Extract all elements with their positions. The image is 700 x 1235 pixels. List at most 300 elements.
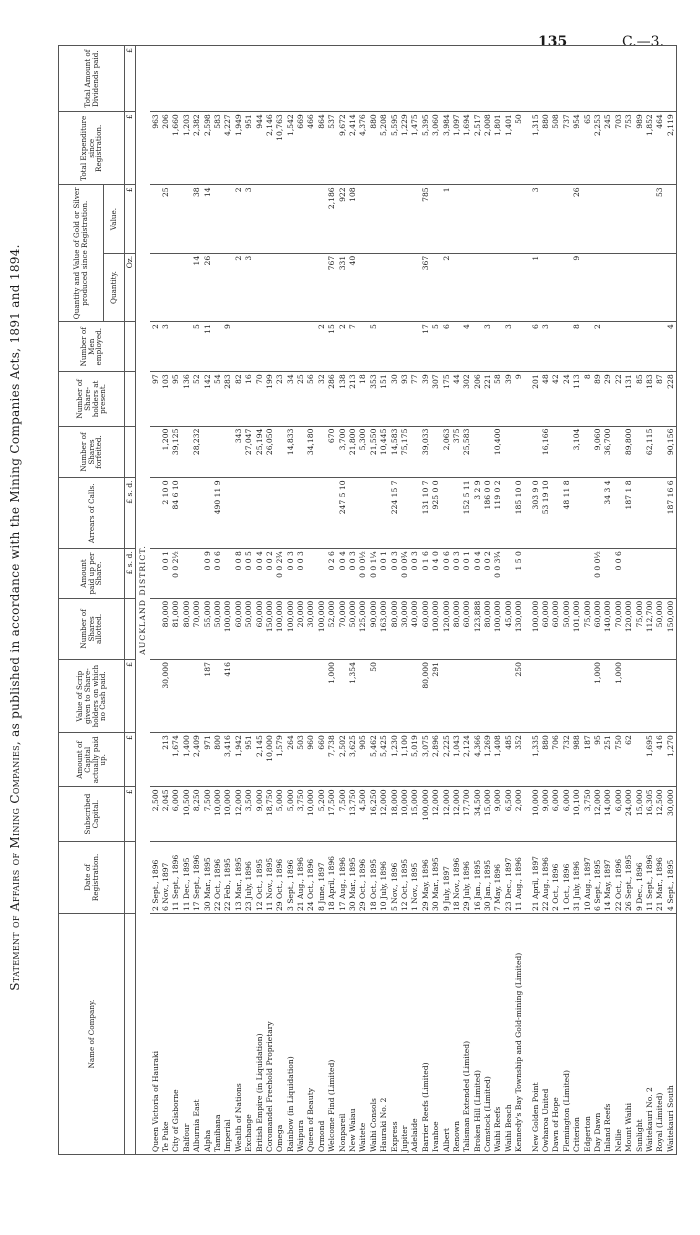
shares-forfeited: 90,156 bbox=[666, 426, 677, 478]
registration-date: 24 Oct., 1896 bbox=[306, 841, 316, 913]
gold-quantity bbox=[431, 253, 441, 321]
arrears-of-calls: 187 16 6 bbox=[666, 478, 677, 549]
paid-per-share: 1 5 0 bbox=[514, 549, 524, 599]
men-employed bbox=[655, 322, 665, 372]
shares-forfeited bbox=[634, 426, 644, 478]
table-row bbox=[473, 46, 483, 1155]
paid-per-share: 0 0 8 bbox=[234, 549, 244, 599]
scrip-value bbox=[572, 660, 582, 733]
total-expenditure: 880 bbox=[369, 112, 379, 185]
scrip-value bbox=[473, 660, 483, 733]
shareholders: 131 bbox=[624, 372, 634, 426]
men-employed bbox=[285, 322, 295, 372]
shares-forfeited bbox=[530, 426, 540, 478]
shares-allotted: 60,000 bbox=[462, 598, 472, 659]
dividends-paid bbox=[369, 46, 379, 112]
shares-allotted: 100,000 bbox=[285, 598, 295, 659]
shares-forfeited: 375 bbox=[452, 426, 462, 478]
table-row bbox=[296, 46, 306, 1155]
capital-paid: 1,674 bbox=[171, 733, 181, 787]
men-employed: 7 bbox=[348, 322, 358, 372]
capital-paid: 7,738 bbox=[327, 733, 337, 787]
col-holders: Number of Share-holders at present. bbox=[59, 372, 125, 426]
men-employed bbox=[551, 322, 561, 372]
subscribed-capital: 3,750 bbox=[582, 787, 592, 841]
shareholders: 23 bbox=[275, 372, 285, 426]
dividends-paid bbox=[593, 46, 603, 112]
scrip-value bbox=[389, 660, 399, 733]
paid-per-share: 0 0 1¼ bbox=[369, 549, 379, 599]
paid-per-share: 0 0 3 bbox=[285, 549, 295, 599]
capital-paid: 95 bbox=[593, 733, 603, 787]
gold-quantity bbox=[551, 253, 561, 321]
capital-paid: 960 bbox=[306, 733, 316, 787]
gold-value bbox=[462, 185, 472, 253]
scrip-value bbox=[400, 660, 410, 733]
gold-value bbox=[254, 185, 264, 253]
title-prefix: Statement of Affairs of Mining Companies, bbox=[8, 741, 22, 991]
shares-allotted: 140,000 bbox=[603, 598, 613, 659]
total-expenditure: 703 bbox=[614, 112, 624, 185]
men-employed: 6 bbox=[441, 322, 451, 372]
company-name: Hauraki No. 2 bbox=[379, 914, 389, 1155]
arrears-of-calls bbox=[306, 478, 316, 549]
men-employed: 2 bbox=[317, 322, 327, 372]
registration-date: 7 May, 1896 bbox=[493, 841, 503, 913]
arrears-of-calls bbox=[634, 478, 644, 549]
shares-allotted: 55,000 bbox=[202, 598, 212, 659]
paid-per-share bbox=[150, 549, 160, 599]
gold-value bbox=[624, 185, 634, 253]
capital-paid: 1,400 bbox=[182, 733, 192, 787]
shares-allotted: 70,000 bbox=[192, 598, 202, 659]
arrears-of-calls bbox=[645, 478, 655, 549]
registration-date: 26 Sept., 1895 bbox=[624, 841, 634, 913]
registration-date: 23 Dec., 1897 bbox=[504, 841, 514, 913]
table-row bbox=[192, 46, 202, 1155]
gold-value bbox=[493, 185, 503, 253]
gold-quantity: 2 bbox=[234, 253, 244, 321]
scrip-value: 1,000 bbox=[593, 660, 603, 733]
arrears-of-calls: 186 0 0 bbox=[483, 478, 493, 549]
shares-forfeited: 36,700 bbox=[603, 426, 613, 478]
shares-allotted: 30,000 bbox=[400, 598, 410, 659]
capital-paid: 1,270 bbox=[666, 733, 677, 787]
gold-quantity: 9 bbox=[572, 253, 582, 321]
unit-paid: £ bbox=[125, 733, 136, 787]
table-row bbox=[421, 46, 431, 1155]
subscribed-capital: 17,500 bbox=[327, 787, 337, 841]
paid-per-share: 0 2 6 bbox=[327, 549, 337, 599]
registration-date: 31 July, 1896 bbox=[572, 841, 582, 913]
scrip-value bbox=[254, 660, 264, 733]
paid-per-share: 0 0 3 bbox=[348, 549, 358, 599]
dividends-paid bbox=[213, 46, 223, 112]
shareholders: 113 bbox=[572, 372, 582, 426]
subscribed-capital: 10,500 bbox=[182, 787, 192, 841]
men-employed: 15 bbox=[327, 322, 337, 372]
capital-paid bbox=[634, 733, 644, 787]
company-name: Waitekauri South bbox=[666, 914, 677, 1155]
company-name: Flemington (Limited) bbox=[562, 914, 572, 1155]
gold-value bbox=[410, 185, 420, 253]
total-expenditure: 245 bbox=[603, 112, 613, 185]
shareholders: 93 bbox=[400, 372, 410, 426]
gold-value bbox=[593, 185, 603, 253]
shares-allotted: 112,700 bbox=[645, 598, 655, 659]
shareholders: 175 bbox=[441, 372, 451, 426]
shares-forfeited: 343 bbox=[234, 426, 244, 478]
table-title bbox=[8, 0, 22, 1235]
units-row bbox=[125, 46, 136, 1155]
company-name: Waitete bbox=[358, 914, 368, 1155]
company-name: Broken Hill (Limited) bbox=[473, 914, 483, 1155]
gold-quantity bbox=[493, 253, 503, 321]
table-row bbox=[593, 46, 603, 1155]
capital-paid: 5,019 bbox=[410, 733, 420, 787]
arrears-of-calls: 185 10 0 bbox=[514, 478, 524, 549]
total-expenditure: 5,208 bbox=[379, 112, 389, 185]
dividends-paid bbox=[182, 46, 192, 112]
capital-paid: 62 bbox=[624, 733, 634, 787]
table-row bbox=[389, 46, 399, 1155]
shares-allotted: 80,000 bbox=[182, 598, 192, 659]
paid-per-share: 0 0 9 bbox=[202, 549, 212, 599]
company-name: Albert bbox=[441, 914, 451, 1155]
subscribed-capital: 2,500 bbox=[150, 787, 160, 841]
gold-value: 53 bbox=[655, 185, 665, 253]
shareholders: 48 bbox=[541, 372, 551, 426]
table-row bbox=[244, 46, 254, 1155]
gold-value bbox=[379, 185, 389, 253]
gold-value bbox=[645, 185, 655, 253]
capital-paid: 3,416 bbox=[223, 733, 233, 787]
scrip-value bbox=[624, 660, 634, 733]
shares-forfeited bbox=[223, 426, 233, 478]
subscribed-capital: 9,000 bbox=[254, 787, 264, 841]
total-expenditure: 10,763 bbox=[275, 112, 285, 185]
company-name: Inland Reefs bbox=[603, 914, 613, 1155]
gold-quantity bbox=[306, 253, 316, 321]
company-name: Barrier Reefs (Limited) bbox=[421, 914, 431, 1155]
men-employed bbox=[400, 322, 410, 372]
table-row bbox=[603, 46, 613, 1155]
dividends-paid bbox=[666, 46, 677, 112]
shareholders: 89 bbox=[593, 372, 603, 426]
subscribed-capital: 9,000 bbox=[541, 787, 551, 841]
shareholders: 221 bbox=[483, 372, 493, 426]
men-employed: 4 bbox=[666, 322, 677, 372]
capital-paid: 706 bbox=[551, 733, 561, 787]
shareholders: 70 bbox=[254, 372, 264, 426]
company-name: Coromandel Freehold Proprietary bbox=[265, 914, 275, 1155]
table-row bbox=[562, 46, 572, 1155]
company-name: Adelaide bbox=[410, 914, 420, 1155]
shares-allotted: 90,000 bbox=[369, 598, 379, 659]
scrip-value bbox=[441, 660, 451, 733]
shareholders: 138 bbox=[337, 372, 347, 426]
total-expenditure: 1,542 bbox=[285, 112, 295, 185]
table-row bbox=[182, 46, 192, 1155]
shares-allotted: 150,000 bbox=[265, 598, 275, 659]
shares-forfeited: 34,180 bbox=[306, 426, 316, 478]
subscribed-capital: 12,000 bbox=[234, 787, 244, 841]
capital-paid: 503 bbox=[296, 733, 306, 787]
scrip-value bbox=[192, 660, 202, 733]
scrip-value bbox=[182, 660, 192, 733]
dividends-paid bbox=[244, 46, 254, 112]
gold-value bbox=[285, 185, 295, 253]
paid-per-share bbox=[192, 549, 202, 599]
shareholders: 32 bbox=[317, 372, 327, 426]
dividends-paid bbox=[348, 46, 358, 112]
shares-allotted: 130,000 bbox=[514, 598, 524, 659]
gold-value bbox=[306, 185, 316, 253]
scrip-value bbox=[285, 660, 295, 733]
gold-quantity: 331 bbox=[337, 253, 347, 321]
paid-per-share: 0 0 1 bbox=[379, 549, 389, 599]
company-name: Criterion bbox=[572, 914, 582, 1155]
scrip-value bbox=[483, 660, 493, 733]
gold-value bbox=[389, 185, 399, 253]
gold-quantity: 26 bbox=[202, 253, 212, 321]
company-name: Dawn of Hope bbox=[551, 914, 561, 1155]
men-employed bbox=[234, 322, 244, 372]
capital-paid: 800 bbox=[213, 733, 223, 787]
gold-quantity bbox=[504, 253, 514, 321]
arrears-of-calls: 490 11 9 bbox=[213, 478, 223, 549]
paid-per-share: 0 0 2½ bbox=[171, 549, 181, 599]
subscribed-capital: 12,000 bbox=[452, 787, 462, 841]
subscribed-capital: 18,750 bbox=[265, 787, 275, 841]
total-expenditure: 1,401 bbox=[504, 112, 514, 185]
paid-per-share: 0 0 5 bbox=[244, 549, 254, 599]
subscribed-capital: 5,000 bbox=[285, 787, 295, 841]
registration-date: 1 Oct., 1896 bbox=[562, 841, 572, 913]
gold-quantity: 40 bbox=[348, 253, 358, 321]
shareholders: 42 bbox=[551, 372, 561, 426]
arrears-of-calls: 152 5 11 bbox=[462, 478, 472, 549]
shareholders: 87 bbox=[655, 372, 665, 426]
shareholders: 8 bbox=[582, 372, 592, 426]
total-expenditure: 1,949 bbox=[234, 112, 244, 185]
subscribed-capital: 6,000 bbox=[551, 787, 561, 841]
registration-date: 6 Sept., 1895 bbox=[593, 841, 603, 913]
gold-quantity bbox=[462, 253, 472, 321]
gold-quantity bbox=[541, 253, 551, 321]
shares-forfeited bbox=[504, 426, 514, 478]
arrears-of-calls bbox=[234, 478, 244, 549]
registration-date: 29 May, 1896 bbox=[421, 841, 431, 913]
shares-allotted: 80,000 bbox=[389, 598, 399, 659]
men-employed bbox=[244, 322, 254, 372]
subscribed-capital: 34,500 bbox=[473, 787, 483, 841]
subscribed-capital: 5,200 bbox=[317, 787, 327, 841]
shares-allotted: 60,000 bbox=[421, 598, 431, 659]
shares-forfeited: 39,033 bbox=[421, 426, 431, 478]
shareholders: 82 bbox=[234, 372, 244, 426]
subscribed-capital: 30,000 bbox=[666, 787, 677, 841]
dividends-paid bbox=[530, 46, 540, 112]
shares-forfeited bbox=[514, 426, 524, 478]
table-row bbox=[582, 46, 592, 1155]
scrip-value bbox=[244, 660, 254, 733]
registration-date: 30 Mar., 1895 bbox=[348, 841, 358, 913]
gold-value: 1 bbox=[441, 185, 451, 253]
gold-value: 108 bbox=[348, 185, 358, 253]
col-date: Date of Registration. bbox=[59, 841, 125, 913]
paid-per-share: 0 0 2 bbox=[265, 549, 275, 599]
scrip-value bbox=[265, 660, 275, 733]
shares-forfeited: 62,115 bbox=[645, 426, 655, 478]
scrip-value bbox=[603, 660, 613, 733]
shareholders: 95 bbox=[171, 372, 181, 426]
gold-quantity bbox=[389, 253, 399, 321]
registration-date: 9 Dec., 1896 bbox=[634, 841, 644, 913]
shares-allotted: 60,000 bbox=[541, 598, 551, 659]
capital-paid: 988 bbox=[572, 733, 582, 787]
company-name: Waihi Beach bbox=[504, 914, 514, 1155]
page-number: 135 bbox=[538, 34, 568, 50]
mining-companies-table bbox=[58, 45, 677, 1155]
shares-forfeited: 26,050 bbox=[265, 426, 275, 478]
registration-date: 23 July, 1896 bbox=[244, 841, 254, 913]
unit-capital: £ bbox=[125, 787, 136, 841]
table-row bbox=[452, 46, 462, 1155]
arrears-of-calls bbox=[192, 478, 202, 549]
men-employed: 3 bbox=[541, 322, 551, 372]
registration-date: 5 Nov., 1896 bbox=[389, 841, 399, 913]
dividends-paid bbox=[285, 46, 295, 112]
gold-quantity: 14 bbox=[192, 253, 202, 321]
total-expenditure: 1,852 bbox=[645, 112, 655, 185]
men-employed: 8 bbox=[572, 322, 582, 372]
dividends-paid bbox=[296, 46, 306, 112]
arrears-of-calls: 34 3 4 bbox=[603, 478, 613, 549]
registration-date: 9 July, 1897 bbox=[441, 841, 451, 913]
registration-date: 17 Aug., 1896 bbox=[337, 841, 347, 913]
table-row bbox=[234, 46, 244, 1155]
capital-paid: 1,269 bbox=[483, 733, 493, 787]
shares-allotted: 40,000 bbox=[410, 598, 420, 659]
table-row bbox=[530, 46, 540, 1155]
gold-quantity bbox=[296, 253, 306, 321]
shareholders: 213 bbox=[348, 372, 358, 426]
arrears-of-calls: 84 6 10 bbox=[171, 478, 181, 549]
men-employed bbox=[473, 322, 483, 372]
gold-quantity: 767 bbox=[327, 253, 337, 321]
gold-quantity bbox=[171, 253, 181, 321]
shares-forfeited bbox=[483, 426, 493, 478]
shares-allotted: 100,000 bbox=[317, 598, 327, 659]
company-name: Waipura bbox=[296, 914, 306, 1155]
gold-quantity bbox=[624, 253, 634, 321]
dividends-paid bbox=[603, 46, 613, 112]
shares-allotted: 163,000 bbox=[379, 598, 389, 659]
shares-forfeited bbox=[614, 426, 624, 478]
subscribed-capital: 12,500 bbox=[655, 787, 665, 841]
district-row bbox=[136, 46, 151, 1155]
paid-per-share bbox=[504, 549, 514, 599]
paid-per-share: 0 0 0½ bbox=[593, 549, 603, 599]
shares-forfeited: 1,200 bbox=[161, 426, 171, 478]
shareholders: 29 bbox=[603, 372, 613, 426]
gold-quantity bbox=[634, 253, 644, 321]
paid-per-share bbox=[666, 549, 677, 599]
men-employed bbox=[265, 322, 275, 372]
gold-quantity bbox=[265, 253, 275, 321]
shares-allotted: 80,000 bbox=[161, 598, 171, 659]
shareholders: 353 bbox=[369, 372, 379, 426]
arrears-of-calls: 131 10 7 bbox=[421, 478, 431, 549]
shares-forfeited: 27,047 bbox=[244, 426, 254, 478]
table-row bbox=[202, 46, 212, 1155]
paid-per-share: 0 0 6 bbox=[441, 549, 451, 599]
capital-paid: 1,230 bbox=[389, 733, 399, 787]
gold-value bbox=[514, 185, 524, 253]
col-dividends: Total Amount of Dividends paid. bbox=[59, 46, 125, 112]
table-row bbox=[265, 46, 275, 1155]
gold-value bbox=[666, 185, 677, 253]
shareholders: 307 bbox=[431, 372, 441, 426]
gold-quantity: 1 bbox=[530, 253, 540, 321]
men-employed bbox=[645, 322, 655, 372]
shareholders: 9 bbox=[514, 372, 524, 426]
shareholders: 206 bbox=[473, 372, 483, 426]
company-name: British Empire (in Liquidation) bbox=[254, 914, 264, 1155]
shares-allotted: 20,000 bbox=[296, 598, 306, 659]
registration-date: 21 April, 1897 bbox=[530, 841, 540, 913]
table-row bbox=[150, 46, 160, 1155]
scrip-value: 291 bbox=[431, 660, 441, 733]
dividends-paid bbox=[655, 46, 665, 112]
table-row bbox=[634, 46, 644, 1155]
gold-value bbox=[275, 185, 285, 253]
subscribed-capital: 9,000 bbox=[493, 787, 503, 841]
shares-allotted: 80,000 bbox=[483, 598, 493, 659]
arrears-of-calls bbox=[244, 478, 254, 549]
shareholders: 39 bbox=[421, 372, 431, 426]
gold-value bbox=[603, 185, 613, 253]
col-arrears: Arrears of Calls. bbox=[59, 478, 125, 549]
paid-per-share bbox=[306, 549, 316, 599]
registration-date: 11 Nov., 1895 bbox=[265, 841, 275, 913]
company-name: Ormond bbox=[317, 914, 327, 1155]
paid-per-share: 0 0 4 bbox=[337, 549, 347, 599]
shareholders: 85 bbox=[634, 372, 644, 426]
total-expenditure: 3,984 bbox=[441, 112, 451, 185]
shareholders: 58 bbox=[493, 372, 503, 426]
capital-paid: 1,100 bbox=[400, 733, 410, 787]
shares-allotted: 100,000 bbox=[223, 598, 233, 659]
subscribed-capital: 18,000 bbox=[389, 787, 399, 841]
gold-quantity bbox=[582, 253, 592, 321]
scrip-value bbox=[551, 660, 561, 733]
men-employed: 3 bbox=[483, 322, 493, 372]
subscribed-capital: 14,000 bbox=[603, 787, 613, 841]
capital-paid: 2,896 bbox=[431, 733, 441, 787]
gold-quantity bbox=[603, 253, 613, 321]
unit-arrears: £ s. d. bbox=[125, 478, 136, 549]
scrip-value bbox=[410, 660, 420, 733]
unit-scrip: £ bbox=[125, 660, 136, 733]
registration-date: 16 Jan., 1895 bbox=[473, 841, 483, 913]
shareholders: 286 bbox=[327, 372, 337, 426]
shareholders: 151 bbox=[379, 372, 389, 426]
men-employed bbox=[389, 322, 399, 372]
gold-quantity bbox=[275, 253, 285, 321]
total-expenditure: 4,376 bbox=[358, 112, 368, 185]
